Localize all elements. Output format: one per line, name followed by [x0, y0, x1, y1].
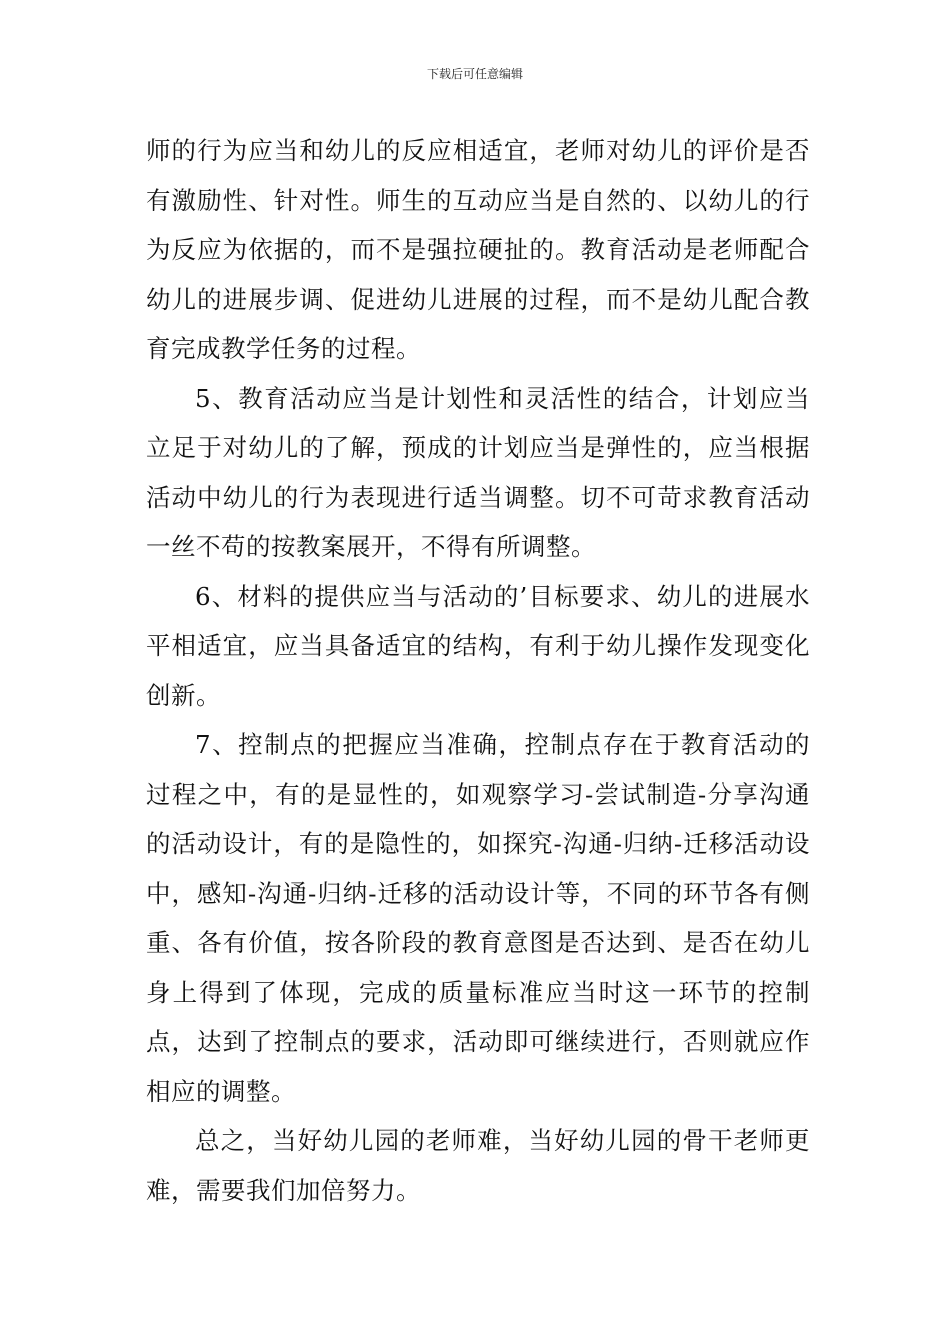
paragraph-item-7: 7、控制点的把握应当准确，控制点存在于教育活动的过程之中，有的是显性的，如观察学习-尝试制造-分享沟通的活动设计，有的是隐性的，如探究-沟通-归纳-迁移活动设中，感知-沟通-归纳-迁移的活动设计等，不同的环节各有侧重、各有价值，按各阶段的教育意图是否达到、是否在幼儿身上得到了体现，完成的质量标准应当时这一环节的控制点，达到了控制点的要求，活动即可继续进行，否则就应作相应的调整。	[146, 730, 810, 1106]
paragraph-continuation: 师的行为应当和幼儿的反应相适宜，老师对幼儿的评价是否有激励性、针对性。师生的互动应当是自然的、以幼儿的行为反应为依据的，而不是强拉硬扯的。教育活动是老师配合幼儿的进展步调、促进幼儿进展的过程，而不是幼儿配合教育完成教学任务的过程。	[146, 136, 810, 363]
paragraph-item-5: 5、教育活动应当是计划性和灵活性的结合，计划应当立足于对幼儿的了解，预成的计划应当是弹性的，应当根据活动中幼儿的行为表现进行适当调整。切不可苛求教育活动一丝不苟的按教案展开，不得有所调整。	[146, 383, 810, 561]
paragraph-conclusion: 总之，当好幼儿园的老师难，当好幼儿园的骨干老师更难，需要我们加倍努力。	[146, 1126, 810, 1205]
paragraph-item-6: 6、材料的提供应当与活动的’目标要求、幼儿的进展水平相适宜，应当具备适宜的结构，有利于幼儿操作发现变化创新。	[146, 581, 810, 710]
page-header-note: 下载后可任意编辑	[426, 67, 523, 81]
document-body	[146, 126, 810, 1215]
